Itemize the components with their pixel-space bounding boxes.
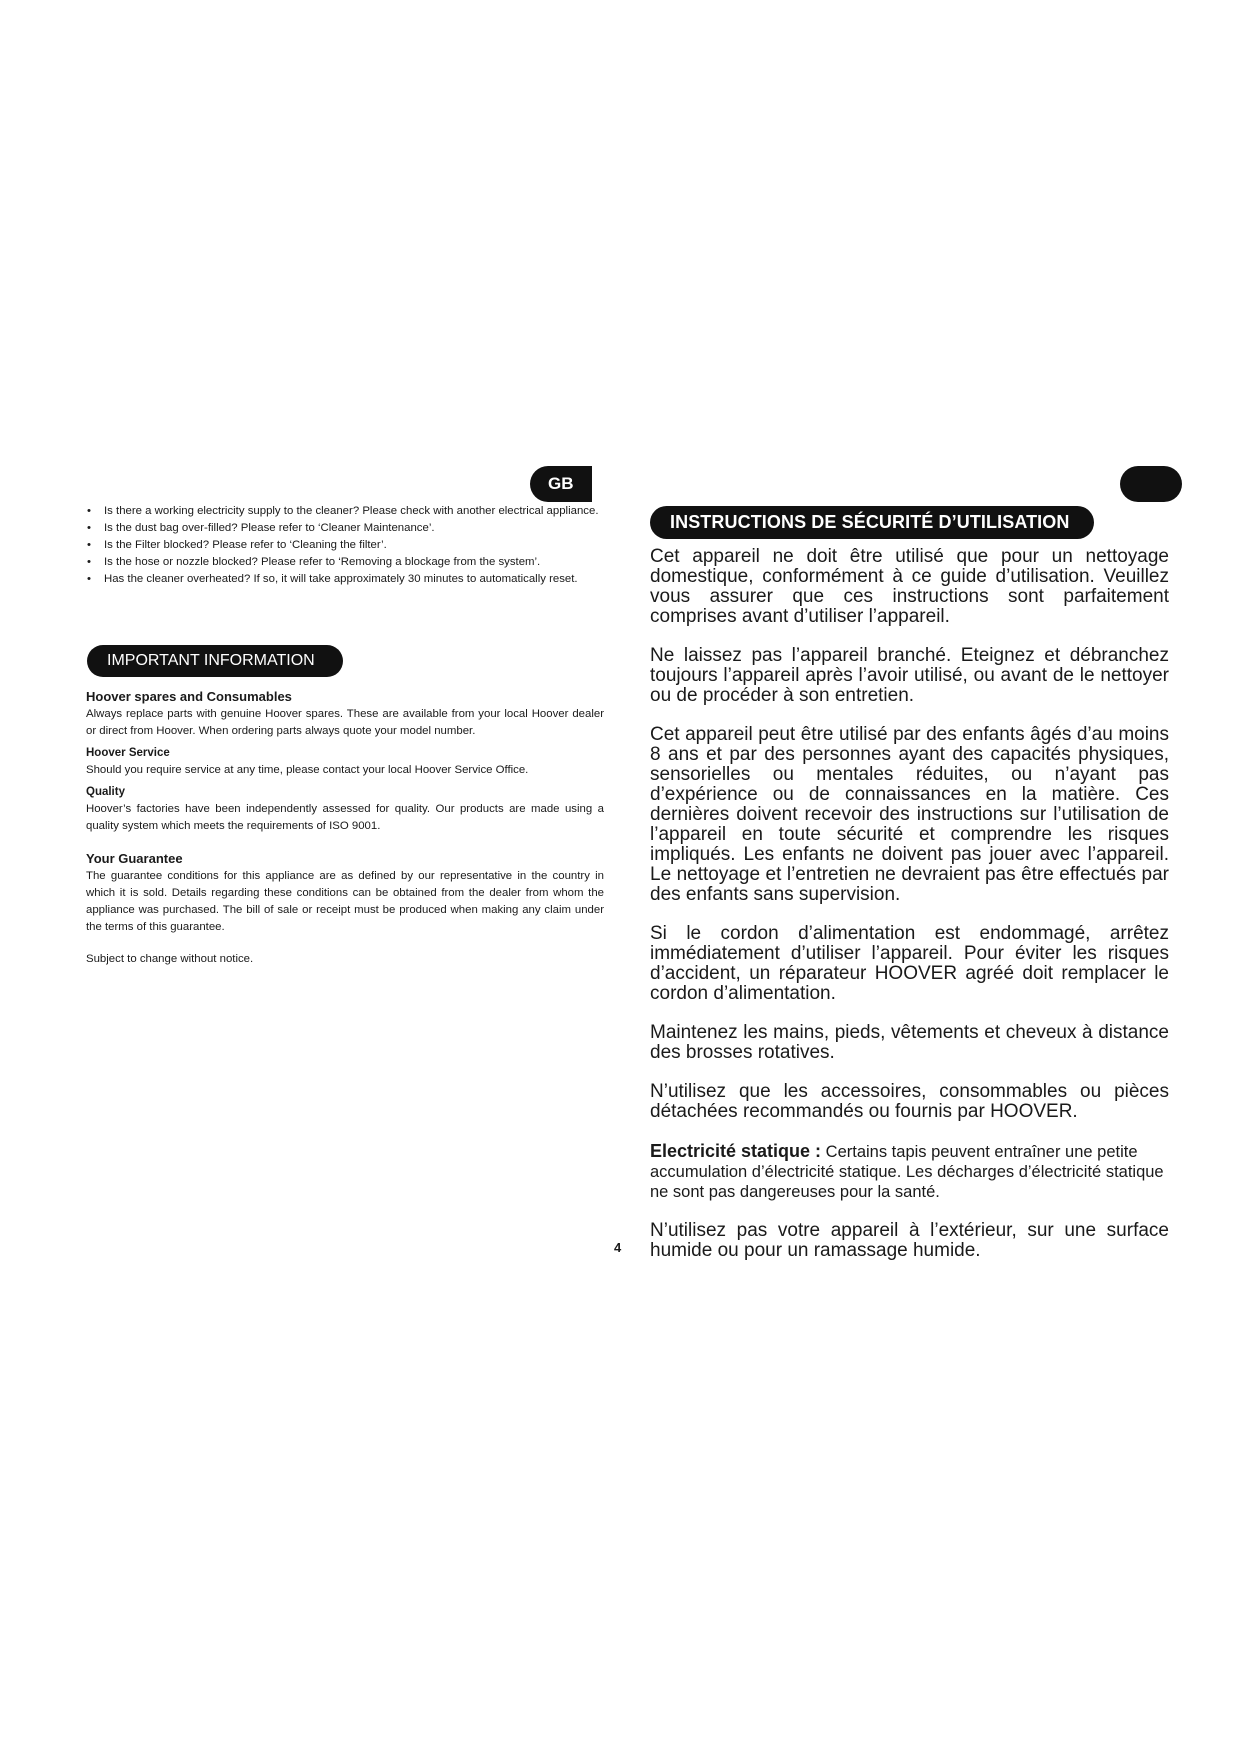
list-item: • Is the hose or nozzle blocked? Please refer to ‘Removing a blockage from the system’.	[86, 554, 604, 571]
change-notice: Subject to change without notice.	[86, 953, 254, 965]
list-item: • Is the dust bag over-filled? Please refer to ‘Cleaner Maintenance’.	[86, 520, 604, 537]
safety-paragraph: Cet appareil peut être utilisé par des enfants âgés d’au moins 8 ans et par des personnes ayant des capacités physiques, sensorielles ou mentales réduites, ou n’ayant pas d’expérience ou de connaissances en la matière. Ces dernières doivent recevoir des instructions sur l’utilisation de l’appareil en toute sécurité et comprendre les risques impliqués. Les enfants ne doivent pas jouer avec l’appareil. Le nettoyage et l’entretien ne devraient pas être effectués par des enfants sans supervision.	[650, 724, 1169, 905]
list-item: • Is the Filter blocked? Please refer to ‘Cleaning the filter’.	[86, 537, 604, 554]
spares-heading: Hoover spares and Consumables	[86, 689, 292, 704]
page-number: 4	[614, 1240, 622, 1255]
safety-paragraph: Ne laissez pas l’appareil branché. Eteignez et débranchez toujours l’appareil après l’avoir utilisé, ou avant de le nettoyer ou de procéder à son entretien.	[650, 645, 1169, 706]
safety-paragraph: Maintenez les mains, pieds, vêtements et cheveux à distance des brosses rotatives.	[650, 1022, 1169, 1063]
static-electricity-label: Electricité statique :	[650, 1141, 822, 1161]
static-electricity-text: Certains tapis peuvent entraîner une petite accumulation d’électricité statique. Les décharges d’électricité statique ne sont pas dangereuses pour la santé.	[650, 1143, 1164, 1201]
important-information-heading: IMPORTANT INFORMATION	[87, 645, 343, 677]
safety-paragraph: Si le cordon d’alimentation est endommagé, arrêtez immédiatement d’utiliser l’appareil. Pour éviter les risques d’accident, un réparateur HOOVER agréé doit remplacer le cordon d’alimentation.	[650, 923, 1169, 1004]
service-text: Should you require service at any time, please contact your local Hoover Service Office.	[86, 764, 529, 776]
safety-paragraph: N’utilisez que les accessoires, consommables ou pièces détachées recommandés ou fournis par HOOVER.	[650, 1081, 1169, 1122]
safety-instructions-section	[650, 547, 1169, 1280]
static-electricity-paragraph	[650, 1141, 1169, 1202]
safety-paragraph: Cet appareil ne doit être utilisé que pour un nettoyage domestique, conformément à ce guide d’utilisation. Veuillez vous assurer que ces instructions sont parfaitement comprises avant d’utiliser l’appareil.	[650, 546, 1169, 627]
spares-text: Always replace parts with genuine Hoover spares. These are available from your local Hoover dealer or direct from Hoover. When ordering parts always quote your model number.	[86, 708, 604, 737]
language-tab-gb: GB	[530, 466, 592, 502]
service-heading: Hoover Service	[86, 747, 170, 759]
safety-instructions-heading: INSTRUCTIONS DE SÉCURITÉ D’UTILISATION	[650, 506, 1094, 539]
important-information-section	[86, 688, 604, 968]
safety-paragraph: N’utilisez pas votre appareil à l’extérieur, sur une surface humide ou pour un ramassage humide.	[650, 1220, 1169, 1261]
language-tab-fr	[1120, 466, 1182, 502]
guarantee-text: The guarantee conditions for this appliance are as defined by our representative in the country in which it is sold. Details regarding these conditions can be obtained from the dealer from whom the appliance was purchased. The bill of sale or receipt must be produced when making any claim under the terms of this guarantee.	[86, 870, 604, 933]
quality-heading: Quality	[86, 786, 125, 798]
quality-text: Hoover’s factories have been independently assessed for quality. Our products are made using a quality system which meets the requirements of ISO 9001.	[86, 803, 604, 832]
troubleshooting-list-section	[86, 503, 604, 588]
guarantee-heading: Your Guarantee	[86, 851, 183, 866]
list-item: • Has the cleaner overheated? If so, it will take approximately 30 minutes to automatically reset.	[86, 571, 604, 588]
list-item: • Is there a working electricity supply to the cleaner? Please check with another electrical appliance.	[86, 503, 604, 520]
troubleshooting-list	[86, 503, 604, 588]
